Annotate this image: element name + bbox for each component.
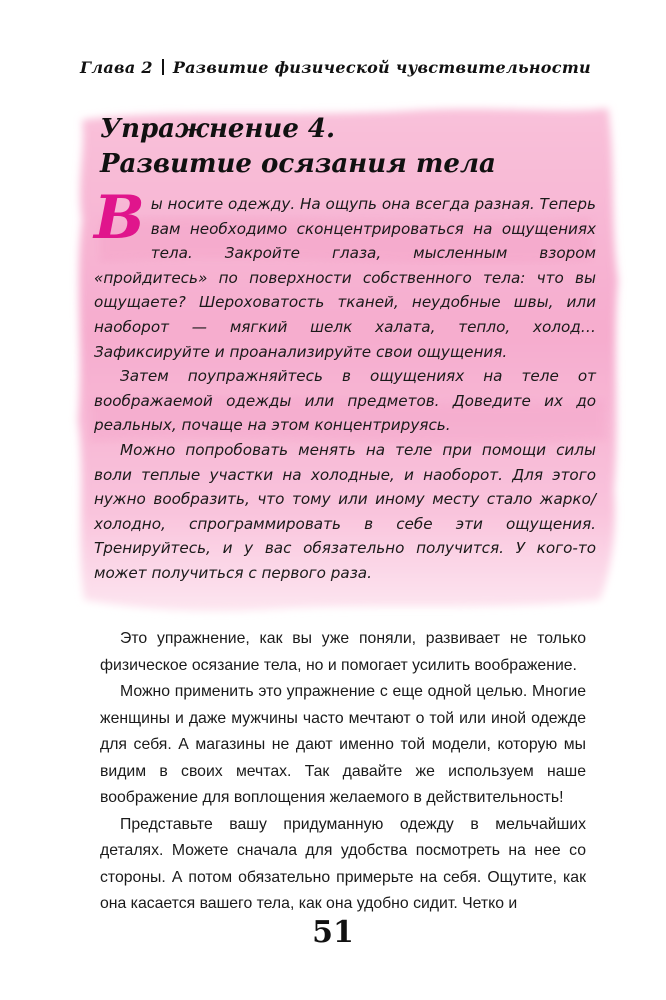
chapter-label: Глава 2	[80, 58, 153, 77]
running-header	[80, 58, 600, 77]
exercise-paragraph-text: ы носите одежду. На ощупь она всегда разная. Теперь вам необходимо сконцентрироваться на ощущениях тела. Закройте глаза, мысленным взором «пройдитесь» по поверхности собственного тела: что вы ощущаете? Шероховатость тканей, неудобные швы, или наоборот — мягкий шелк халата, тепло, холод… Зафиксируйте и проанализируйте свои ощущения.	[94, 195, 596, 361]
exercise-paragraph: Затем поупражняйтесь в ощущениях на теле от воображаемой одежды или предметов. Доведите их до реальных, почаще на этом концентрируясь.	[94, 367, 596, 435]
exercise-title-line2: Развитие осязания тела	[100, 149, 496, 179]
drop-cap: В	[94, 183, 145, 253]
exercise-title	[100, 112, 600, 182]
page-number: 51	[312, 915, 354, 950]
exercise-text	[94, 183, 596, 586]
body-text	[100, 626, 586, 918]
header-divider	[162, 59, 164, 75]
body-paragraph: Можно применить это упражнение с еще одной целью. Многие женщины и даже мужчины часто мечтают о той или иной одежде для себя. А магазины не дают именно той модели, которую мы видим в своих мечтах. Так давайте же используем наше воображение для воплощения желаемого в действительность!	[100, 683, 586, 806]
body-paragraph: Представьте вашу придуманную одежду в мельчайших деталях. Можете сначала для удобства посмотреть на нее со стороны. А потом обязательно примерьте на себя. Ощутите, как она касается вашего тела, как она удобно сидит. Четко и	[100, 815, 586, 912]
exercise-paragraph: Можно попробовать менять на теле при помощи силы воли теплые участки на холодные, и наоборот. Для этого нужно вообразить, что тому или иному месту стало жарко/холодно, спрограммировать в себе эти ощущения. Тренируйтесь, и у вас обязательно получится. У кого-то может получиться с первого раза.	[94, 440, 596, 582]
body-paragraph: Это упражнение, как вы уже поняли, развивает не только физическое осязание тела, но и помогает усилить воображение.	[100, 630, 586, 674]
exercise-box	[60, 100, 632, 620]
exercise-title-line1: Упражнение 4.	[100, 114, 336, 144]
exercise-paragraph	[94, 183, 596, 364]
section-title: Развитие физической чувствительности	[172, 58, 591, 77]
